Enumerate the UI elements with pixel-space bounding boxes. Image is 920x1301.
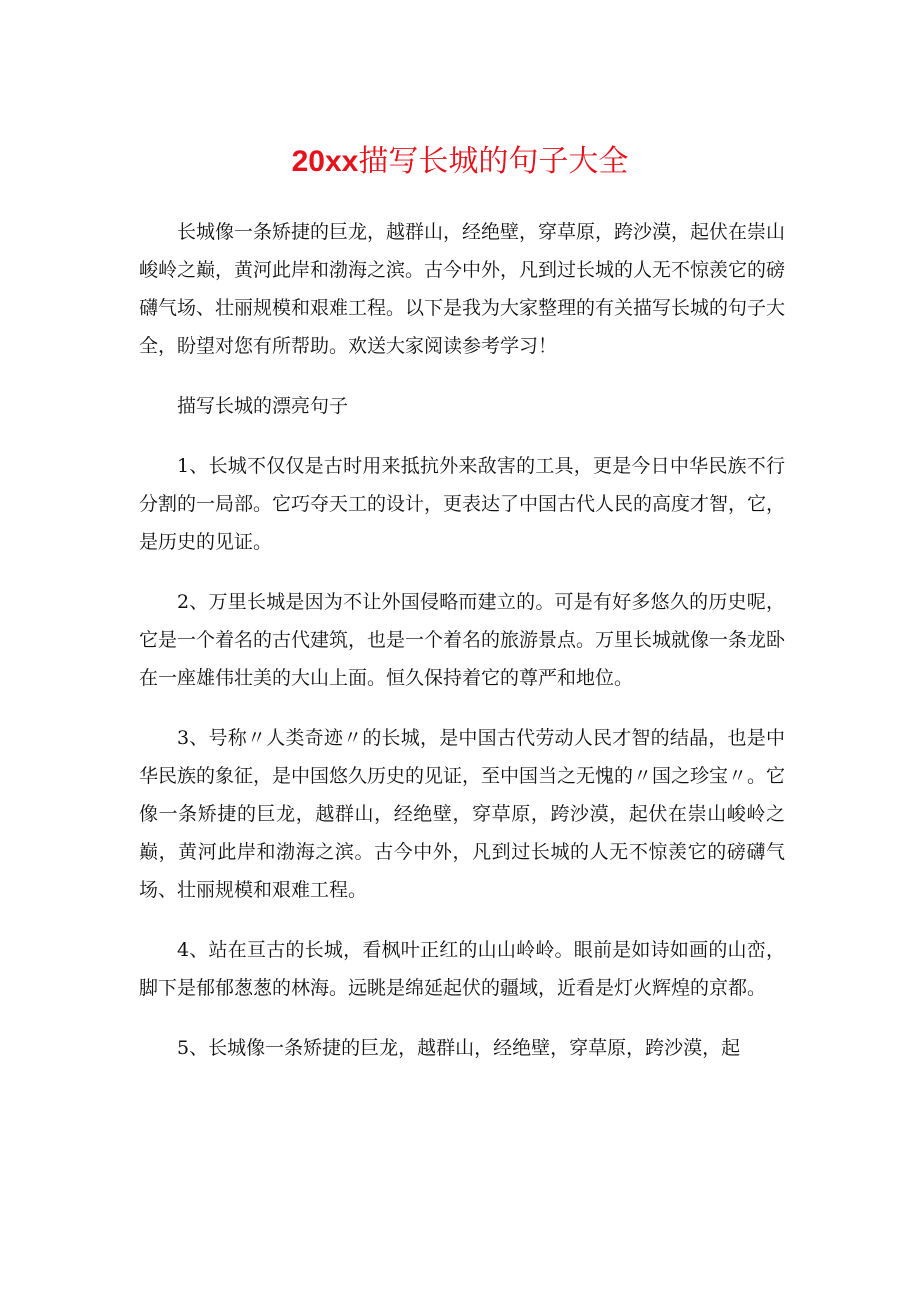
intro-paragraph: 长城像一条矫捷的巨龙，越群山，经绝壁，穿草原，跨沙漠，起伏在崇山峻岭之巅，黄河此岸和渤海之滨。古今中外，凡到过长城的人无不惊羡它的磅礴气场、壮丽规模和艰难工程。以下是我为大家整理的有关描写长城的句子大全，盼望对您有所帮助。欢送大家阅读参考学习！ bbox=[139, 221, 786, 357]
section-subheading: 描写长城的漂亮句子 bbox=[177, 395, 349, 417]
document-body bbox=[139, 213, 785, 1089]
list-item: 1、长城不仅仅是古时用来抵抗外来敌害的工具，更是今日中华民族不行分割的一局部。它巧夺天工的设计，更表达了中国古代人民的高度才智，它，是历史的见证。 bbox=[139, 455, 786, 553]
list-item: 4、站在亘古的长城，看枫叶正红的山山岭岭。眼前是如诗如画的山峦，脚下是郁郁葱葱的林海。远眺是绵延起伏的疆域，近看是灯火辉煌的京都。 bbox=[139, 939, 785, 999]
document-title bbox=[0, 140, 920, 184]
title-text: 描写长城的句子大全 bbox=[358, 144, 629, 179]
list-item: 5、长城像一条矫捷的巨龙，越群山，经绝壁，穿草原，跨沙漠，起 bbox=[177, 1037, 741, 1059]
title-year: 20xx bbox=[291, 145, 359, 178]
list-item: 3、号称〃人类奇迹〃的长城，是中国古代劳动人民才智的结晶，也是中华民族的象征，是中国悠久历史的见证，至中国当之无愧的〃国之珍宝〃。它像一条矫捷的巨龙，越群山，经绝壁，穿草原，跨沙漠，起伏在崇山峻岭之巅，黄河此岸和渤海之滨。古今中外，凡到过长城的人无不惊羡它的磅礴气场、壮丽规模和艰难工程。 bbox=[139, 727, 786, 901]
list-item: 2、万里长城是因为不让外国侵略而建立的。可是有好多悠久的历史呢，它是一个着名的古代建筑，也是一个着名的旅游景点。万里长城就像一条龙卧在一座雄伟壮美的大山上面。恒久保持着它的尊严和地位。 bbox=[139, 591, 786, 689]
